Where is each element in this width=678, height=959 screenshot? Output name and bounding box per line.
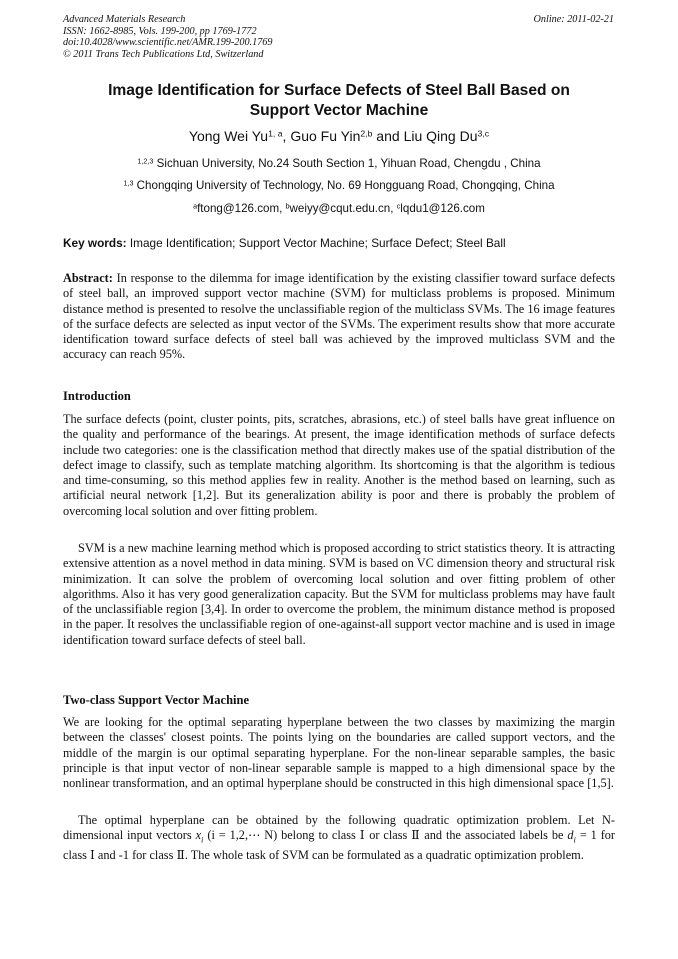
section-heading-introduction: Introduction bbox=[63, 389, 131, 403]
keywords-label: Key words: bbox=[63, 236, 127, 250]
title-line-1: Image Identification for Surface Defects of Steel Ball Based on bbox=[108, 82, 570, 99]
author-3-sup: 3,c bbox=[477, 128, 490, 139]
math-range: (i = 1,2,⋯ N) bbox=[203, 828, 278, 843]
math-d: d bbox=[567, 828, 574, 843]
email-a-sup: a bbox=[193, 201, 198, 211]
author-1: Yong Wei Yu bbox=[188, 128, 269, 144]
two-class-paragraph-2 bbox=[63, 813, 615, 863]
affiliation-2 bbox=[63, 179, 615, 192]
email-b-sup: b bbox=[285, 201, 290, 211]
keywords-text: Image Identification; Support Vector Machine; Surface Defect; Steel Ball bbox=[126, 236, 506, 250]
class-two-symbol: Ⅱ bbox=[176, 848, 185, 863]
paper-title bbox=[63, 81, 615, 121]
journal-name: Advanced Materials Research bbox=[63, 14, 186, 25]
author-3: Liu Qing Du bbox=[403, 128, 478, 144]
math-equals: = 1 bbox=[575, 828, 597, 843]
text-run: and -1 for class bbox=[94, 848, 177, 863]
author-1-sup: 1, a bbox=[268, 128, 283, 139]
online-date: Online: 2011-02-21 bbox=[533, 14, 614, 25]
two-class-paragraph-1: We are looking for the optimal separating hyperplane between the two classes by maximizing the margin between the classes' closest points. The points lying on the boundaries are called support vectors, and the middle of the margin is our optimal separating hyperplane. For the non-linear separable samples, the basic principle is that input vector of non-linear separable sample is mapped to a high dimensional space by the nonlinear transformation, and an optimal hyperplane should be constructed in this high dimensional space [1,5]. bbox=[63, 715, 615, 791]
author-2: Guo Fu Yin bbox=[290, 128, 361, 144]
affiliation-1-text: Sichuan University, No.24 South Section 1, Yihuan Road, Chengdu , China bbox=[153, 157, 541, 170]
section-heading-two-class-svm: Two-class Support Vector Machine bbox=[63, 693, 249, 707]
text-run: or class bbox=[365, 828, 412, 843]
abstract-text: In response to the dilemma for image identification by the existing classifier toward surface defects of steel ball, an improved support vector machine (SVM) for multiclass problems is proposed. Minimum distance method is presented to resolve the unclassifiable region of the multiclass SVMs. The 16 image features of the surface defects are selected as input vector of the SVMs. The experiment results show that more accurate identification toward surface defects of steel ball was achieved by the improved multiclass SVM and the accuracy can reach 95%. bbox=[63, 271, 615, 362]
text-run: The optimal hyperplane can be obtained by the following quadratic optimization problem. Let N-dimensional input vectors bbox=[63, 813, 615, 843]
issn-line: ISSN: 1662-8985, Vols. 199-200, pp 1769-1772 bbox=[63, 25, 257, 37]
text-run: . The whole task of SVM can be formulated as a quadratic optimization problem. bbox=[184, 848, 584, 863]
author-separator: , bbox=[282, 128, 291, 144]
keywords bbox=[63, 236, 615, 250]
text-run: belong to class bbox=[277, 828, 360, 843]
class-two-symbol: Ⅱ bbox=[411, 828, 421, 843]
email-c-sup: c bbox=[396, 201, 401, 211]
author-2-sup: 2,b bbox=[360, 128, 373, 139]
affiliation-1 bbox=[63, 157, 615, 170]
title-line-2: Support Vector Machine bbox=[249, 102, 429, 119]
affiliation-2-text: Chongqing University of Technology, No. 69 Hongguang Road, Chongqing, China bbox=[133, 179, 555, 192]
journal-header bbox=[63, 14, 272, 60]
text-run: and the associated labels be bbox=[420, 828, 568, 843]
doi-line: doi:10.4028/www.scientific.net/AMR.199-200.1769 bbox=[63, 37, 273, 49]
introduction-paragraph-1: The surface defects (point, cluster points, pits, scratches, abrasions, etc.) of steel balls have great influence on the quality and performance of the bearings. At present, the image identification methods of surface defects include two categories: one is the classification method that directly makes use of the spatial distribution of the defect image to classify, such as template matching algorithm. Its shortcoming is that the algorithm is tedious and time-consuming, so this method applies few in reality. Another is the method based on learning, such as artificial neural network [1,2]. But its generalization ability is poor and there is probably the problem of overcoming local solution and over fitting problem. bbox=[63, 412, 615, 518]
affiliation-1-sup: 1,2,3 bbox=[137, 156, 154, 166]
email-b: weiyy@cqut.edu.cn, bbox=[289, 202, 397, 215]
email-line bbox=[63, 202, 615, 215]
introduction-paragraph-2: SVM is a new machine learning method which is proposed according to strict statistics theory. It is attracting extensive attention as a novel method in data mining. SVM is based on VC dimension theory and structural risk minimization. It can solve the problem of overcoming local solution and over fitting problem of other algorithms. Also it has very good generalization capacity. But the SVM for multiclass problems may have fault of the unclassifiable region [3,4]. In order to overcome the problem, the minimum distance method is proposed in the paper. It resolves the unclassifiable region of one-against-all support vector machine and is used in image identification toward surface defects of steel ball. bbox=[63, 541, 615, 647]
class-one-symbol: Ⅰ bbox=[89, 848, 95, 863]
copyright-line: © 2011 Trans Tech Publications Ltd, Switzerland bbox=[63, 48, 264, 60]
author-list bbox=[63, 128, 615, 144]
math-x: x bbox=[195, 828, 202, 843]
math-x-sub: i bbox=[201, 834, 204, 845]
class-one-symbol: Ⅰ bbox=[359, 828, 366, 843]
author-separator: and bbox=[372, 128, 404, 144]
email-a: ftong@126.com, bbox=[197, 202, 286, 215]
abstract bbox=[63, 271, 615, 363]
email-c: lqdu1@126.com bbox=[400, 202, 485, 215]
affiliation-2-sup: 1,3 bbox=[123, 178, 134, 188]
math-d-sub: i bbox=[573, 834, 576, 845]
text-run: for class bbox=[63, 828, 616, 863]
abstract-label: Abstract: bbox=[63, 271, 113, 285]
